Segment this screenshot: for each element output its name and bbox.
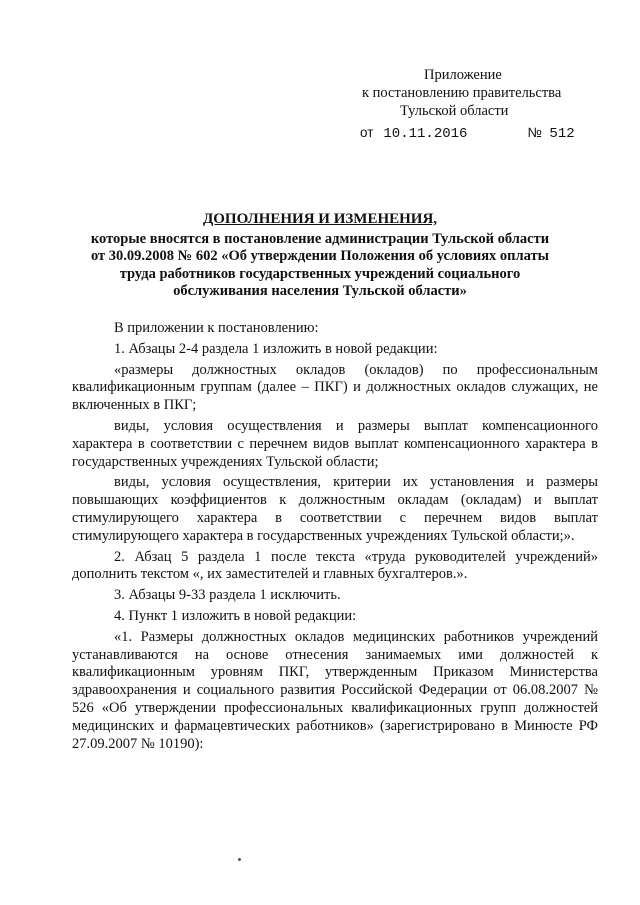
heading-line-2: от 30.09.2008 № 602 «Об утверждении Положения об условиях оплаты — [91, 248, 549, 264]
heading-line-1: которые вносятся в постановление администрации Тульской области — [90, 230, 550, 247]
paragraph-item-3: 3. Абзацы 9-33 раздела 1 исключить. — [114, 587, 341, 604]
number-sign: № — [527, 125, 542, 140]
document-title: ДОПОЛНЕНИЯ И ИЗМЕНЕНИЯ, — [202, 211, 438, 227]
paragraph-salaries: «размеры должностных окладов (окладов) по профессиональным квалификационным группам (далее – ПКГ) и должностных окладов служащих, не включенных в ПКГ; — [72, 361, 598, 414]
document-heading — [80, 211, 560, 301]
appendix-resolution: к постановлению правительства — [362, 85, 562, 101]
paragraph-intro: В приложении к постановлению: — [114, 320, 319, 336]
appendix-block — [340, 66, 580, 143]
date-prefix: от — [360, 125, 374, 140]
paragraph-item-2: 2. Абзац 5 раздела 1 после текста «труда руководителей учреждений» дополнить текстом «, их заместителей и главных бухгалтеров.». — [72, 548, 598, 583]
paragraph-incentive: виды, условия осуществления, критерии их установления и размеры повышающих коэффициентов к должностным окладам (окладам) и выплат стимулирующего характера в соответствии с перечнем видов выплат стимулирующего характера в государственных учреждениях Тульской области;». — [72, 474, 598, 544]
scan-speck — [238, 858, 241, 861]
resolution-date: 10.11.2016 — [383, 126, 468, 142]
document-body — [72, 320, 598, 756]
paragraph-point-1: «1. Размеры должностных окладов медицинских работников учреждений устанавливаются на основе отнесения занимаемых ими должностей к квалификационным уровням ПКГ, утвержденным Приказом Министерства здравоохранения и социального развития Российской Федерации от 06.08.2007 № 526 «Об утверждении профессиональных квалификационных групп должностей медицинских и фармацевтических работников» (зарегистрировано в Минюсте РФ 27.09.2007 № 10190): — [72, 628, 598, 752]
appendix-date-number — [340, 124, 580, 143]
appendix-label: Приложение — [424, 67, 502, 83]
heading-line-3: труда работников государственных учреждений социального — [119, 265, 521, 282]
heading-line-4: обслуживания населения Тульской области» — [173, 283, 467, 299]
paragraph-item-4: 4. Пункт 1 изложить в новой редакции: — [114, 607, 357, 624]
resolution-number: 512 — [549, 126, 575, 142]
appendix-region: Тульской области — [400, 103, 509, 119]
paragraph-compensation: виды, условия осуществления и размеры выплат компенсационного характера в соответствии с перечнем видов выплат компенсационного характера в государственных учреждениях Тульской области; — [72, 417, 598, 470]
paragraph-item-1: 1. Абзацы 2-4 раздела 1 изложить в новой редакции: — [114, 340, 438, 357]
